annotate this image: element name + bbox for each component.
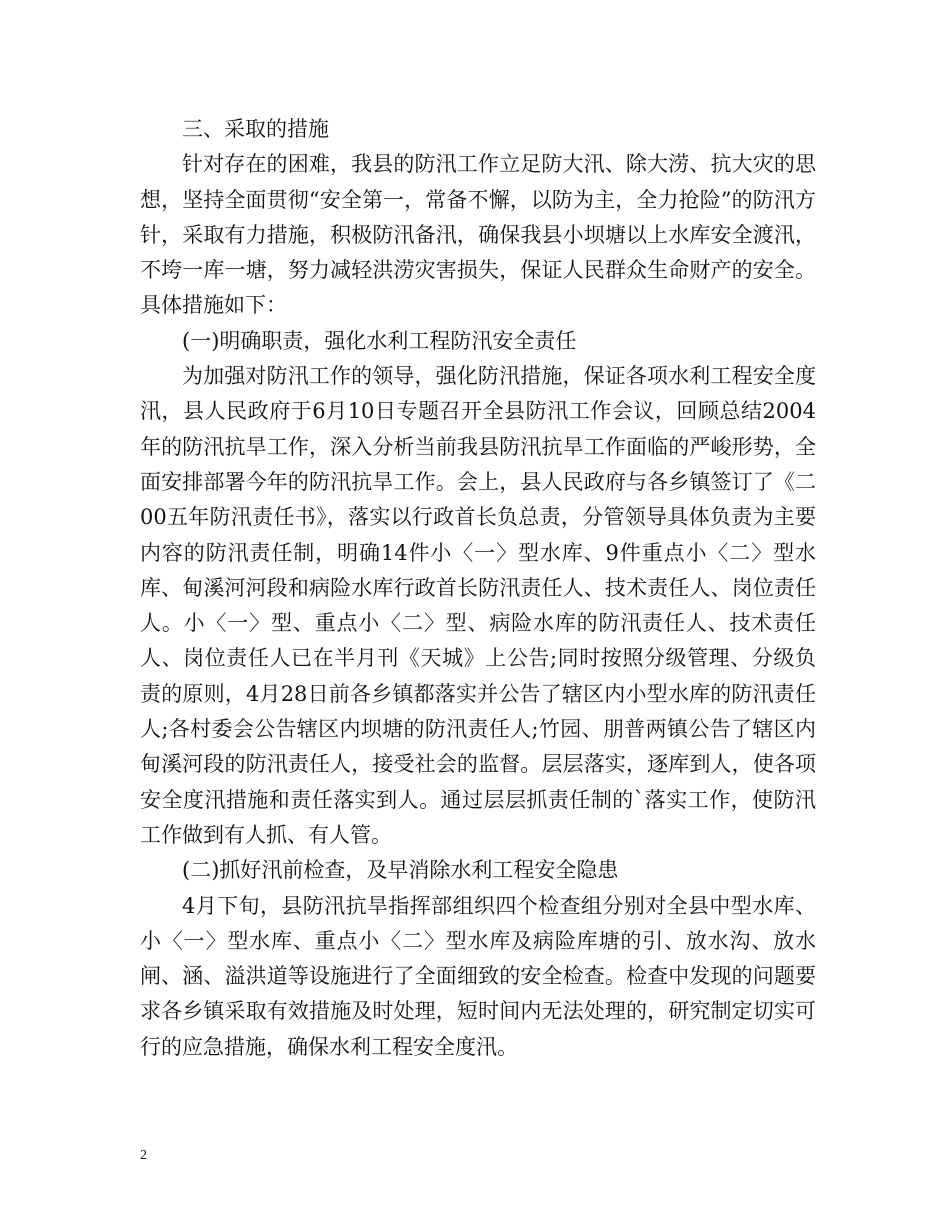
intro-paragraph: 针对存在的困难，我县的防汛工作立足防大汛、除大涝、抗大灾的思想，坚持全面贯彻“安全第一，常备不懈，以防为主，全力抢险”的防汛方针，采取有力措施，积极防汛备汛，确保我县小坝塘以上水库安全渡汛，不垮一库一塘，努力减轻洪涝灾害损失，保证人民群众生命财产的安全。具体措施如下： <box>140 152 816 318</box>
subsection-2-heading: (二)抓好汛前检查，及早消除水利工程安全隐患 <box>182 858 619 883</box>
section-heading: 三、采取的措施 <box>182 117 329 141</box>
subsection-1-paragraph: 为加强对防汛工作的领导，强化防汛措施，保证各项水利工程安全度汛，县人民政府于6月10日专题召开全县防汛工作会议，回顾总结2004年的防汛抗旱工作，深入分析当前我县防汛抗旱工作面临的严峻形势，全面安排部署今年的防汛抗旱工作。会上，县人民政府与各乡镇签订了《二00五年防汛责任书》，落实以行政首长负总责，分管领导具体负责为主要内容的防汛责任制，明确14件小〈一〉型水库、9件重点小〈二〉型水库、甸溪河河段和病险水库行政首长防汛责任人、技术责任人、岗位责任人。小〈一〉型、重点小〈二〉型、病险水库的防汛责任人、技术责任人、岗位责任人已在半月刊《天城》上公告;同时按照分级管理、分级负责的原则，4月28日前各乡镇都落实并公告了辖区内小型水库的防汛责任人;各村委会公告辖区内坝塘的防汛责任人;竹园、朋普两镇公告了辖区内甸溪河段的防汛责任人，接受社会的监督。层层落实，逐库到人，使各项安全度汛措施和责任落实到人。通过层层抓责任制的`落实工作，使防汛工作做到有人抓、有人管。 <box>140 364 816 847</box>
subsection-1-heading: (一)明确职责，强化水利工程防汛安全责任 <box>182 328 577 353</box>
document-body <box>140 112 816 1065</box>
page-number: 2 <box>140 1148 147 1163</box>
subsection-2-paragraph: 4月下旬，县防汛抗旱指挥部组织四个检查组分别对全县中型水库、小〈一〉型水库、重点小〈二〉型水库及病险库塘的引、放水沟、放水闸、涵、溢洪道等设施进行了全面细致的安全检查。检查中发现的问题要求各乡镇采取有效措施及时处理，短时间内无法处理的，研究制定切实可行的应急措施，确保水利工程安全度汛。 <box>140 893 816 1059</box>
